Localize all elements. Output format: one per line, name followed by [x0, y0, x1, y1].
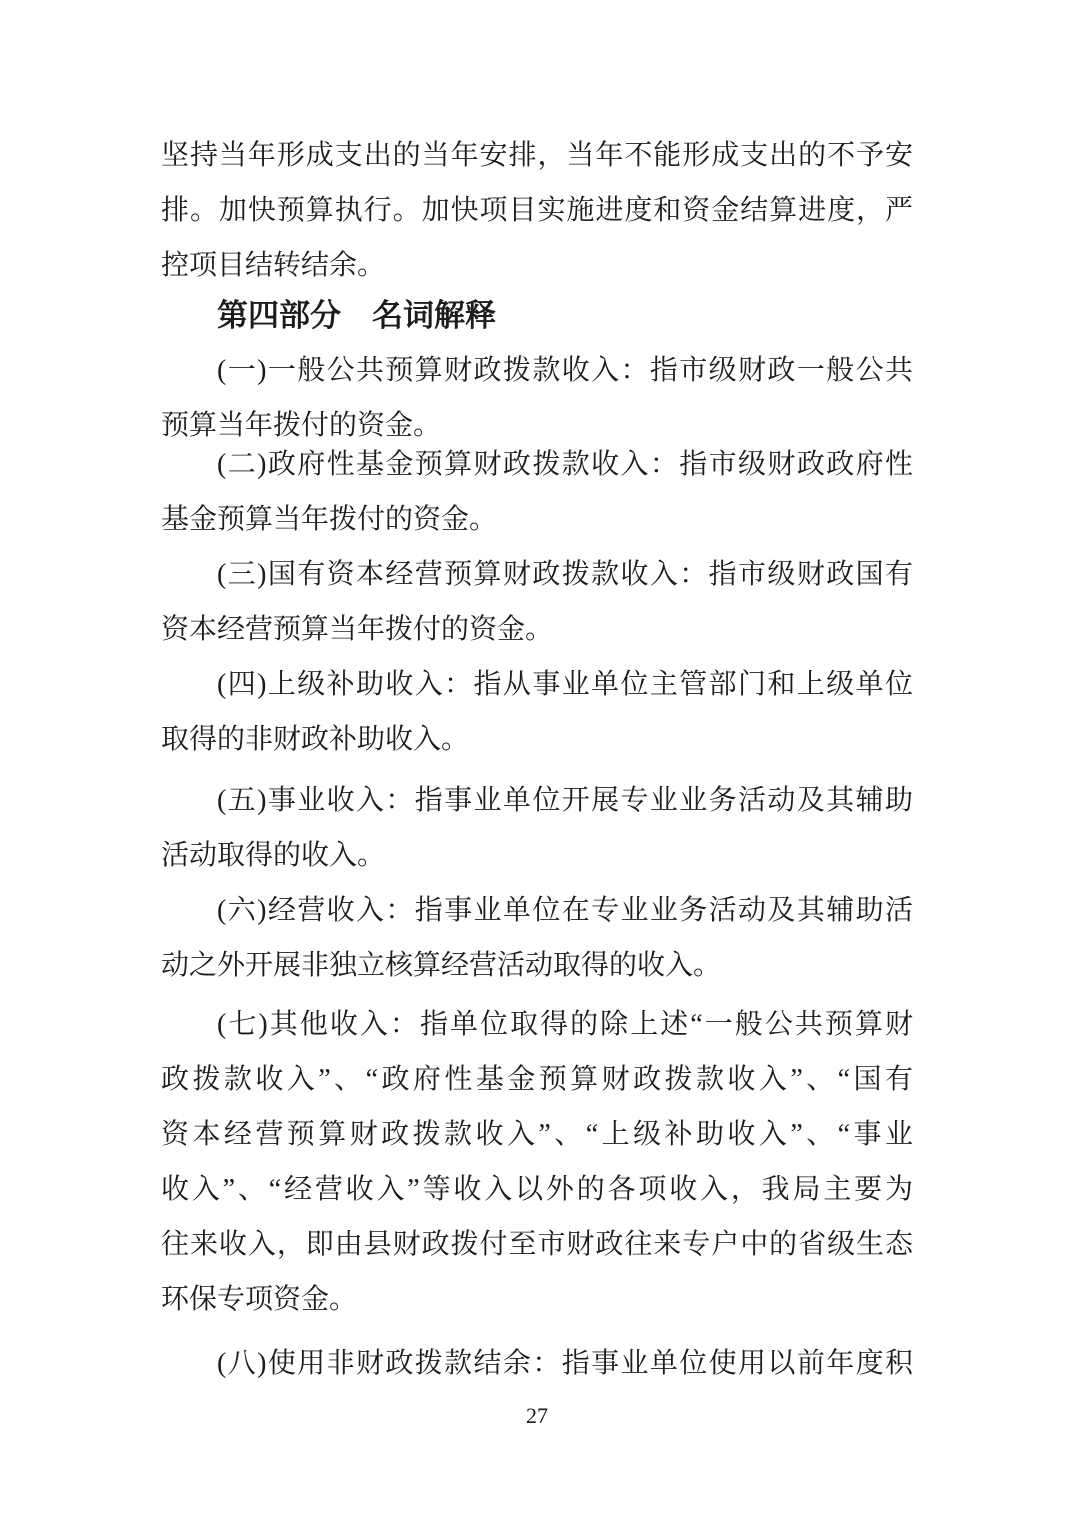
- definition-line: (五)事业收入：指事业单位开展专业业务活动及其辅助: [217, 785, 913, 816]
- definition-line: (六)经营收入：指事业单位在专业业务活动及其辅助活: [217, 895, 913, 926]
- definition-line: 预算当年拨付的资金。: [161, 410, 442, 441]
- definition-line: (七)其他收入：指单位取得的除上述“一般公共预算财: [217, 1009, 913, 1040]
- page-number: 27: [526, 1403, 548, 1428]
- definition-line: (三)国有资本经营预算财政拨款收入：指市级财政国有: [217, 559, 913, 590]
- definition-line: 基金预算当年拨付的资金。: [161, 504, 498, 535]
- definition-line: 收入”、“经营收入”等收入以外的各项收入，我局主要为: [161, 1174, 913, 1205]
- definition-line: (一)一般公共预算财政拨款收入：指市级财政一般公共: [217, 355, 913, 386]
- text-column: [161, 128, 913, 1391]
- definition-line: 取得的非财政补助收入。: [161, 724, 470, 755]
- definition-line: 政拨款收入”、“政府性基金预算财政拨款收入”、“国有: [161, 1064, 913, 1095]
- section-heading: 第四部分 名词解释: [217, 298, 496, 333]
- definition-line: 动之外开展非独立核算经营活动取得的收入。: [161, 950, 722, 981]
- definition-line: 资本经营预算财政拨款收入”、“上级补助收入”、“事业: [161, 1119, 913, 1150]
- definition-line: 资本经营预算当年拨付的资金。: [161, 614, 554, 645]
- intro-line: 控项目结转结余。: [161, 250, 386, 281]
- definition-line: 活动取得的收入。: [161, 840, 386, 871]
- definition-line: 往来收入，即由县财政拨付至市财政往来专户中的省级生态: [161, 1229, 913, 1260]
- definition-line: (八)使用非财政拨款结余：指事业单位使用以前年度积: [217, 1348, 913, 1379]
- definition-line: (四)上级补助收入：指从事业单位主管部门和上级单位: [217, 669, 913, 700]
- intro-line: 排。加快预算执行。加快项目实施进度和资金结算进度，严: [161, 195, 913, 226]
- intro-line: 坚持当年形成支出的当年安排，当年不能形成支出的不予安: [161, 140, 913, 171]
- definition-line: (二)政府性基金预算财政拨款收入：指市级财政政府性: [217, 449, 913, 480]
- definition-line: 环保专项资金。: [161, 1284, 358, 1315]
